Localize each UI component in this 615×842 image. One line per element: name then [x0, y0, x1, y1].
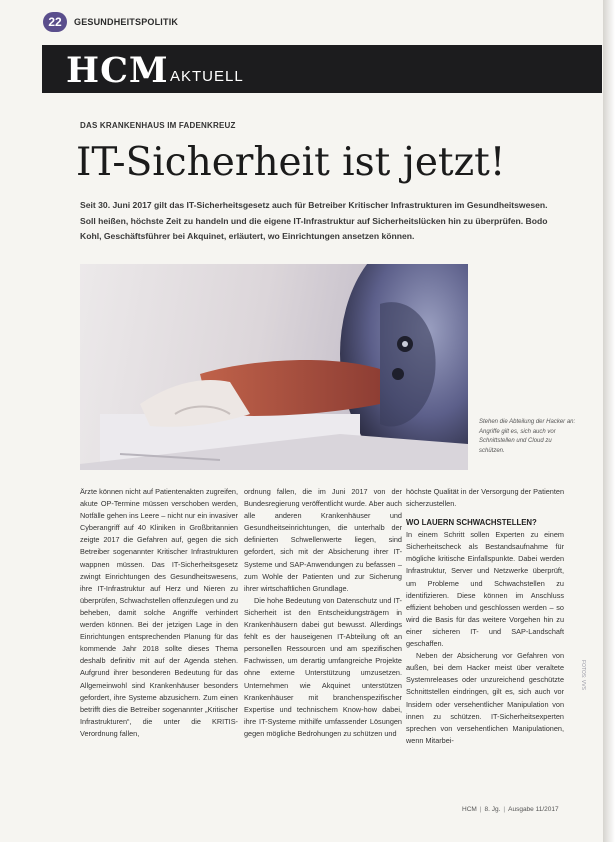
hcm-banner	[42, 45, 602, 93]
article-headline: IT-Sicherheit ist jetzt!	[76, 140, 506, 185]
brand-logo: HCM	[66, 50, 169, 91]
article-photo	[80, 264, 468, 470]
article-lead: Seit 30. Juni 2017 gilt das IT-Sicherheitsgesetz auch für Betreiber Kritischer Infrastrukturen im Gesundheitswesen. Soll heißen, höchste Zeit zu handeln und die eigene IT-Infrastruktur auf Sicherheitslücken hin zu überprüfen. Bodo Kohl, Geschäftsführer bei Akquinet, erläutert, wo Einrichtungen ansetzen können.	[80, 200, 548, 241]
text-column-2	[244, 486, 402, 740]
paragraph: ordnung fallen, die im Juni 2017 von der Bundesregierung veröffentlicht wurde. Aber auch alle anderen Krankenhäuser und Gesundheitseinrichtungen, die unterhalb der definierten Schwellenwerte liegen, sind gefordert, sich mit der Absicherung ihrer IT-Systeme und SAP-Anwendungen zu befassen – zum Wohle der Patienten und zur Sicherung ihrer wirtschaftlichen Grundlage.	[244, 487, 402, 593]
footer-issue: Ausgabe 11/2017	[508, 806, 559, 813]
footer-journal: HCM	[462, 806, 477, 813]
footer-volume: 8. Jg.	[484, 806, 501, 813]
brand-subtitle: AKTUELL	[170, 68, 244, 85]
paragraph: Neben der Absicherung vor Gefahren von außen, bei dem Hacker meist über veraltete Systemreleases oder unzureichend geschützte Schnittstellen eindringen, gilt es, sich auch vor Insidern oder versehentlicher Manipulation von innen zu schützen. IT-Sicherheitsexperten sprechen von versehentlichen Manipulationen, wenn Mitarbei-	[406, 651, 564, 745]
page-footer: HCM | 8. Jg. | Ausgabe 11/2017	[462, 806, 559, 813]
page-spine	[603, 0, 615, 842]
paragraph: In einem Schritt sollen Experten zu einem Sicherheitscheck als Bestandsaufnahme für mögliche kritische Einfallspunkte. Dabei werden Infrastruktur, Server und Netzwerke überprüft, um Probleme und Schwachstellen zu identifizieren. Diese können im Anschluss effizient behoben und geschlossen werden – so wird die Basis für das weitere Vorgehen hin zu einer sicheren IT- und SAP-Landschaft geschaffen.	[406, 530, 564, 649]
paragraph: Die hohe Bedeutung von Datenschutz und IT-Sicherheit ist den Entscheidungsträgern in Krankenhäusern dabei gut bewusst. Allerdings fehlt es der hauseigenen IT-Abteilung oft an personellen Ressourcen und am spezifischen Fachwissen, um derartig umfangreiche Projekte ohne externe Unterstützung umzusetzen. Unternehmen wie Akquinet unterstützen Krankenhäuser mit branchenspezifischer Expertise und technischem Know-how dabei, ihre IT-Systeme mithilfe umfassender Lösungen gegen mögliche Bedrohungen zu schützen und	[244, 595, 402, 738]
article-kicker: DAS KRANKENHAUS IM FADENKREUZ	[80, 121, 236, 130]
text-column-3	[406, 486, 564, 747]
paragraph: Ärzte können nicht auf Patientenakten zugreifen, akute OP-Termine müssen verschoben werden, Notfälle gehen ins Leere – nicht nur ein invasiver Cyberangriff auf 40 Kliniken in Großbritannien zeigte 2017 die Gefahren auf, gegen die sich Betreiber sogenannter Kritischer Infrastrukturen wappnen müssen. Das IT-Sicherheitsgesetz zwingt Einrichtungen des Gesundheitswesens, ihre IT-Infrastruktur auf Herz und Nieren zu überprüfen, Schwachstellen offenzulegen und zu beheben, damit solche Angriffe verhindert werden können. Bei der jetzigen Lage in den Einrichtungen entsprechenden Planung für das kommende Jahr 2018 sollte dieses Thema deshalb definitiv mit auf der Agenda stehen. Aufgrund ihrer besonderen Bedeutung für das Allgemeinwohl sind Krankenhäuser besonders gefordert, ihre Systeme abzusichern. Zum einen betrifft dies die Betreiber sogenannter „Kritischer Infrastrukturen“, die unter die KRITIS-Verordnung fallen,	[80, 487, 238, 738]
photo-caption: Stehen die Abteilung der Hacker an: Angriffe gilt es, sich auch vor Schnittstellen und Cloud zu schützen.	[479, 419, 576, 454]
hand-on-keyboard-illustration	[80, 264, 468, 470]
page-number-badge: 22	[43, 12, 67, 32]
section-subheading: WO LAUERN SCHWACHSTELLEN?	[406, 518, 537, 528]
paragraph: höchste Qualität in der Versorgung der Patienten sicherzustellen.	[406, 487, 564, 509]
text-column-1	[80, 486, 238, 740]
section-label: GESUNDHEITSPOLITIK	[74, 17, 179, 27]
photo-credit: FOTOS: VVS	[580, 660, 586, 690]
